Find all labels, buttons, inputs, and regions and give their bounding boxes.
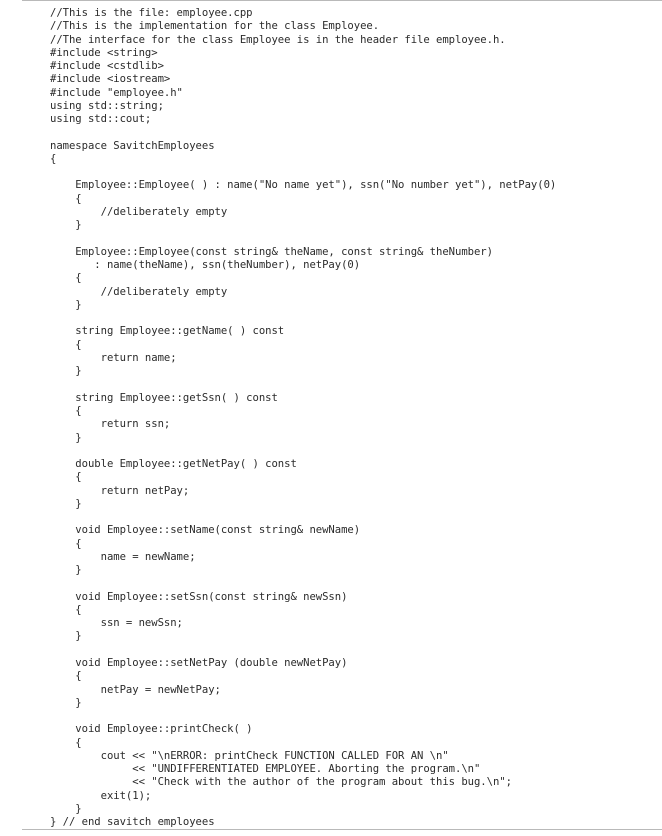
code-line: } — [50, 431, 82, 444]
code-line: { — [50, 670, 82, 683]
code-line: #include <iostream> — [50, 73, 171, 86]
blank-code-line — [50, 312, 556, 325]
code-line: { — [50, 152, 57, 165]
code-line: #include <string> — [50, 46, 158, 59]
code-line: name = newName; — [50, 550, 196, 563]
code-line: string Employee::getName( ) const — [50, 325, 285, 338]
code-line: void Employee::setNetPay (double newNetPay) — [50, 657, 348, 670]
blank-code-line — [50, 577, 556, 590]
code-line: << "Check with the author of the program about this bug.\n"; — [50, 776, 512, 789]
code-line: } // end savitch employees — [50, 816, 215, 829]
code-line: { — [50, 537, 82, 550]
code-line: #include "employee.h" — [50, 86, 183, 99]
code-line: using std::string; — [50, 99, 164, 112]
code-line: { — [50, 272, 82, 285]
blank-code-line — [50, 445, 556, 458]
code-line: namespace SavitchEmployees — [50, 139, 215, 152]
code-line: string Employee::getSsn( ) const — [50, 391, 278, 404]
code-line: { — [50, 736, 82, 749]
blank-code-line — [50, 126, 556, 139]
code-line: Employee::Employee(const string& theName, const string& theNumber) — [50, 245, 493, 258]
code-line: { — [50, 603, 82, 616]
code-line: { — [50, 404, 82, 417]
code-line: ssn = newSsn; — [50, 617, 183, 630]
code-line: } — [50, 802, 82, 815]
code-line: } — [50, 298, 82, 311]
blank-code-line — [50, 511, 556, 524]
code-line: } — [50, 630, 82, 643]
code-line: //This is the file: employee.cpp — [50, 7, 253, 19]
code-line: //The interface for the class Employee is in the header file employee.h. — [50, 33, 506, 46]
code-line: } — [50, 219, 82, 232]
code-line: using std::cout; — [50, 113, 152, 126]
code-line: : name(theName), ssn(theNumber), netPay(0) — [50, 259, 361, 272]
code-line: cout << "\nERROR: printCheck FUNCTION CALLED FOR AN \n" — [50, 749, 449, 762]
code-line: } — [50, 696, 82, 709]
code-line: Employee::Employee( ) : name("No name yet"), ssn("No number yet"), netPay(0) — [50, 179, 557, 192]
code-lines — [50, 7, 556, 829]
blank-code-line — [50, 166, 556, 179]
code-line: { — [50, 338, 82, 351]
code-line: { — [50, 471, 82, 484]
code-line: netPay = newNetPay; — [50, 683, 221, 696]
code-listing-panel — [22, 0, 662, 830]
code-line: double Employee::getNetPay( ) const — [50, 458, 297, 471]
code-line: void Employee::setName(const string& newName) — [50, 524, 361, 537]
blank-code-line — [50, 233, 556, 246]
blank-code-line — [50, 644, 556, 657]
code-line: exit(1); — [50, 789, 152, 802]
code-line: } — [50, 564, 82, 577]
code-line: void Employee::setSsn(const string& newSsn) — [50, 590, 348, 603]
code-line: return ssn; — [50, 418, 171, 431]
code-line: } — [50, 497, 82, 510]
code-line: //deliberately empty — [50, 205, 228, 218]
code-line: return netPay; — [50, 484, 190, 497]
blank-code-line — [50, 710, 556, 723]
code-line: return name; — [50, 351, 177, 364]
code-line: void Employee::printCheck( ) — [50, 723, 253, 736]
code-line: //This is the implementation for the class Employee. — [50, 20, 380, 33]
code-line: #include <cstdlib> — [50, 60, 164, 73]
code-line: { — [50, 192, 82, 205]
code-line: //deliberately empty — [50, 285, 228, 298]
code-line: << "UNDIFFERENTIATED EMPLOYEE. Aborting the program.\n" — [50, 763, 481, 776]
blank-code-line — [50, 378, 556, 391]
code-line: } — [50, 365, 82, 378]
